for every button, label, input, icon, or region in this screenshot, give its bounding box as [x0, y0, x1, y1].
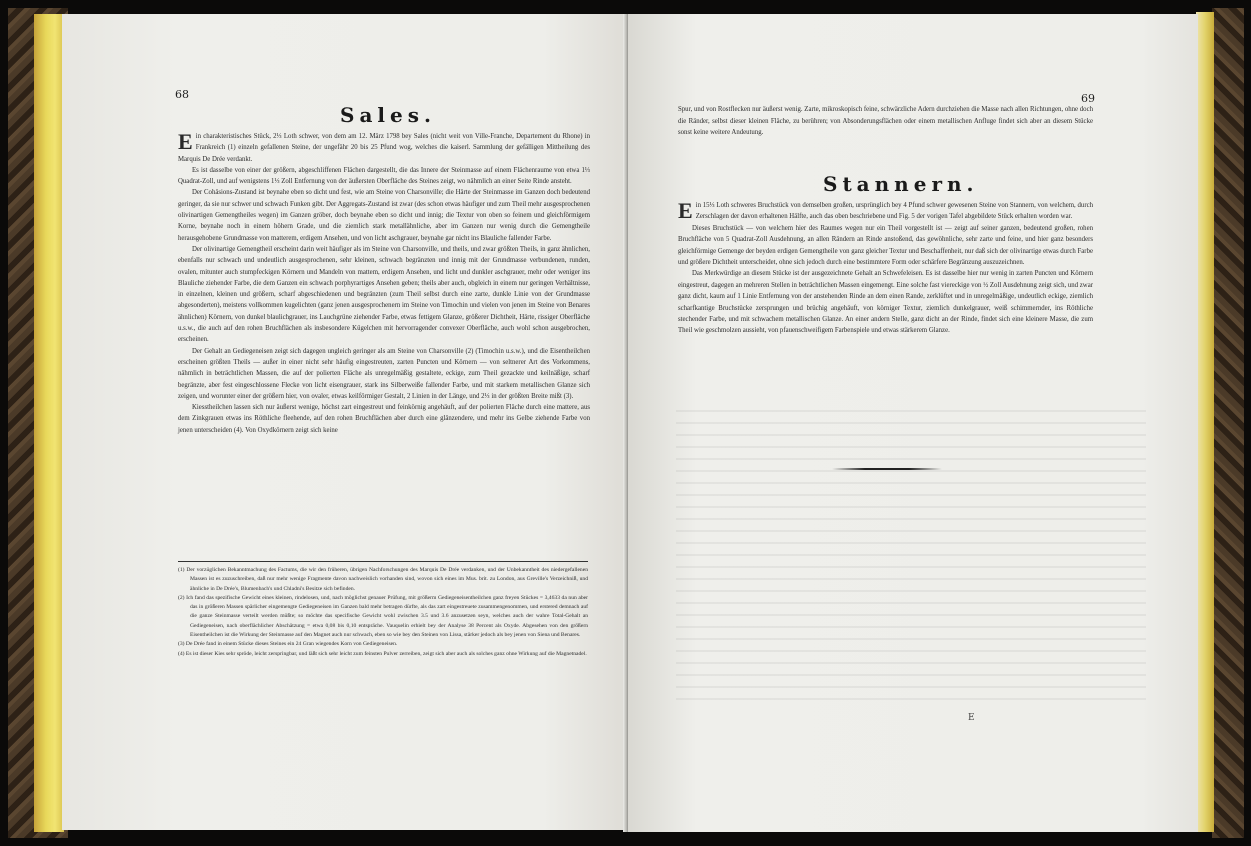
footnote: (3) De Drée fand in einem Stücke dieses Steines ein 24 Gran wiegendes Korn von Gediegeneisen.	[178, 641, 398, 648]
bleed-through-shadow	[676, 410, 1146, 700]
drop-cap: E	[678, 198, 693, 223]
right-continuation-text	[678, 104, 1093, 139]
right-body-text	[678, 200, 1093, 337]
right-page-title: Stannern.	[823, 172, 979, 196]
left-page-number: 68	[175, 88, 189, 101]
footnote: (1) Der vorzüglichen Bekanntmachung des Factums, die wir den früheren, übrigen Nachforschungen des Marquis De Drée verdanken, und der Unbekanntheit des niedergefallenen Massen ist es zuzuschreiben, daß nur mehr wenige Fragmente davon nachweislich vorhanden sind, wovon sich eines im Mus. brit. zu London, aus Greville's Verzeichniß, und ähnliche in De Drée's, Blumenbach's und Chladni's Besitze sich befinden.	[178, 567, 588, 592]
left-paragraph: Der Gehalt an Gediegeneisen zeigt sich dagegen ungleich geringer als am Steine von Charsonville (2) (Timochin u.s.w.), und die Eisentheilchen erscheinen größten Theils — außer in einer nicht sehr häufig eingestreuten, zarten Puncten und Körnern — von seltnerer Art des Vorkommens, nähmlich in beträchtlichen Massen, die auf der polierten Fläche als unregelmäßig gestaltete, eckige, zum Theil gezackte und keilnäßige, scharf begränzte, aber fest eingeschlossene Flecke von licht eisengrauer, stark ins Silberweiße fallender Farbe, und mit starkem metallischen Glanze sich zeigen, und worunter einer der größern hier, von ovaler, etwas keilförmiger Gestalt, 2 Linien in der Länge, und 2⅓ in der größten Breite mißt (3).	[178, 347, 590, 400]
footnote: (4) Es ist dieser Kies sehr spröde, leicht zerspringbar, und läßt sich sehr leicht zum feinsten Pulver zerreiben, zeigt sich aber auch als solches ganz ohne Wirkung auf die Magnetnadel.	[178, 650, 587, 657]
right-paragraph: Das Merkwürdige an diesem Stücke ist der ausgezeichnete Gehalt an Schwefeleisen. Es ist dasselbe hier nur wenig in zarten Puncten und Körnern eingestreut, dagegen an mehreren Stellen in beträchtlichen Massen eingemengt. Eine solche fast viereckige von ½ Zoll Ausdehnung zeigt sich, und zwar ganz dicht, kaum auf 1 Linie Entfernung von der anstehenden Rinde an dem einen Rande, zerklüftet und in unregelmäßige, undeutlich eckige, ziemlich scharfkantige Bruchstücke zersprungen und brüchig angehäuft, von körniger Textur, ziemlich dunkelgrauer, weiß schimmernder, ins Röthliche stechender Farbe, und mit schwachem metallischen Glanze. An einer andern Stelle, ganz dicht an der Rinde, findet sich eine kleinere Masse, die zum Theil wie geschmolzen aussieht, von pfauenschweifigem Farbenspiele und etwas stärkerem Glanze.	[678, 270, 1093, 335]
left-paragraph: Es ist dasselbe von einer der größern, abgeschliffenen Flächen dargestellt, die das Innere der Steinmasse auf einem Flächenraume von etwa 1⅓ Quadrat-Zoll, und auf wenigstens 1⅓ Zoll Entfernung von der äußersten Oberfläche des Steines zeigt, wo nähmlich an einer Seite Rinde ansteht.	[178, 166, 590, 186]
right-paragraph: Spur, und von Rostflecken nur äußerst wenig. Zarte, mikroskopisch feine, schwärzliche Adern durchziehen die Masse nach allen Richtungen, ohne doch die Ränder, selbst dieser kleinen Fläche, zu berühren; von Absonderungsflächen oder einem metallischen Anfluge findet sich aber an diesem Stücke sonst keine weitere Andeutung.	[678, 106, 1093, 137]
right-paragraph: Dieses Bruchstück — von welchem hier des Raumes wegen nur ein Theil vorgestellt ist — zeigt auf seiner ganzen, bedeutend großen, rohen Bruchfläche von 5 Quadrat-Zoll Ausdehnung, an allen Rändern an Rinde anstoßend, das gewöhnliche, sehr zarte und feine, und hier ganz besonders gleichförmige Gemenge der beyden erdigen Gemengtheile von ganz gleicher Textur und Beschaffenheit, nur daß sich der olivinartige etwas durch Farbe und größere Dichtheit unterscheidet, ohne sich jedoch durch eine bestimmtere Form oder schärfere Begränzung auszuzeichnen.	[678, 224, 1093, 267]
right-paragraph: Ein 15⅓ Loth schweres Bruchstück von demselben großen, ursprünglich bey 4 Pfund schwer gewesenen Steine von Stannern, von welchem, durch Zerschlagen der davon erhaltenen Hälfte, auch das oben beschriebene und Fig. 5 der vorigen Tafel abgebildete Stück erhalten worden war.	[678, 198, 1093, 223]
footnote: (2) Ich fand das spezifische Gewicht eines kleinen, rindelosen, und, nach möglichst genauer Prüfung, mit größerm Gediegeneisentheilchen ganz freyen Stückes = 3,4633 da nun aber das in größeren Massen spärlicher eingemengte Gediegeneisen im Ganzen bald mehr betragen dürfte, als das zart eingestreuete zusammengenommen, und erstered demnach auf die ganze Steinmasse verteilt werden müßte; so möchte das specifische Gewicht wohl zwischen 3.5 und 3.6 anzusetzen seyn, welches auch der wahre Total-Gehalt an Gediegeneisen, nach oberflächlicher Abschätzung = etwa 0,08 bis 0,10 entspräche. Vauquelin erhielt bey der Analyse 38 Percent als Oxyde. Abgesehen von den größern Eisentheilchen ist die Wirkung der Steinmasse auf den Magnet auch nur schwach, eben so wie bey den Steinen von Lissa, stärker jedoch als bey jenen von Siena und Benares.	[178, 594, 588, 639]
left-body-text	[178, 131, 590, 436]
signature-mark: E	[968, 713, 975, 723]
page-edges-left	[34, 14, 64, 832]
footnote-divider	[178, 561, 588, 562]
left-page-title: Sales.	[340, 103, 436, 127]
right-page-number: 69	[1081, 92, 1095, 105]
left-paragraph: Der Cohäsions-Zustand ist beynahe eben so dicht und fest, wie am Steine von Charsonville; die Härte der Steinmasse im Ganzen doch bedeutend geringer, da sie nur schwer und schwach Funken gibt. Der Aggregats-Zustand ist zwar (des schon etwas häufiger und zum Theil mehr ausgesprochenen olivinartigen Gemengtheiles wegen) im Ganzen gröber, doch beynahe eben so dicht und innig; die Textur von oben so feinem und gleichförmigem Korne, beynahe noch in einem höhern Grade, und die ziemlich stark metallähnliche, aber im Ganzen nur wenig durch die Gemengtheile herausgehobene Grundmasse von matterem, erdigem Ansehen, und von licht aschgrauer, beynahe gar nicht ins Blauliche fallender Farbe.	[178, 189, 590, 242]
book-cover-right	[1212, 8, 1244, 838]
left-paragraph: Kiesstheilchen lassen sich nur äußerst wenige, höchst zart eingestreut und feinkörnig angehäuft, auf der polierten Fläche durch eine mattere, aus dem Zinkgrauen etwas ins Röthliche fleehende, auf den rohen Bruchflächen aber durch eine glänzendere, und mehr ins Gelbe ziehende Farbe von jenen unterscheiden (4). Von Oxydkörnern zeigt sich keine	[178, 404, 590, 434]
footnotes	[178, 566, 588, 659]
drop-cap: E	[178, 129, 193, 154]
page-edges-right	[1196, 12, 1214, 832]
left-paragraph: Der olivinartige Gemengtheil erscheint darin weit häufiger als im Steine von Charsonville, und theils, und zwar größten Theils, in ganz ähnlichen, ebenfalls nur schwach und undeutlich ausgesprochenen, sehr kleinen, schwach begränzten und innig mit der Grundmasse verbundenen, runden, ovalen, mitunter auch stumpfeckigen Körnern und Mandeln von mattem, erdigem Ansehen, und licht und dunkler aschgrauer, mehr oder weniger ins Blauliche ziehender Farbe, die dem Ganzen ein schwach porphyrartiges Ansehen geben; theils aber auch, obgleich in einem nur geringen Verhältnisse, in einzelnen, kleinen und größern, scharf abgeschiedenen und begränzten (zum Theil selbst durch eine zarte, dunkle Linie von der Grundmasse abgesonderten), meistens vollkommen kugelichten (ganz jenen ausgesprochenern im Steine von Timochin und vielen von jenen im Steine von Benares ähnlichen) Körnern, von dunkel blaulichgrauer, ins Lauchgrüne ziehender Farbe, etwas fettigem Glanze, größerer Dichtheit, Härte, rissiger Oberfläche u.s.w., die auch auf den rohen Bruchflächen als insbesondere Kügelchen mit hervorragender convexer Oberfläche, auch wohl schon ausgebrochen, erscheinen.	[178, 245, 590, 344]
left-paragraph: Ein charakteristisches Stück, 2⅓ Loth schwer, von dem am 12. März 1798 bey Sales (nicht weit von Ville-Franche, Departement du Rhone) in Frankreich (1) einzeln gefallenen Steine, der ungefähr 20 bis 25 Pfund wog, welches die kaiserl. Sammlung der gefälligen Mittheilung des Marquis De Drée verdankt.	[178, 129, 590, 163]
